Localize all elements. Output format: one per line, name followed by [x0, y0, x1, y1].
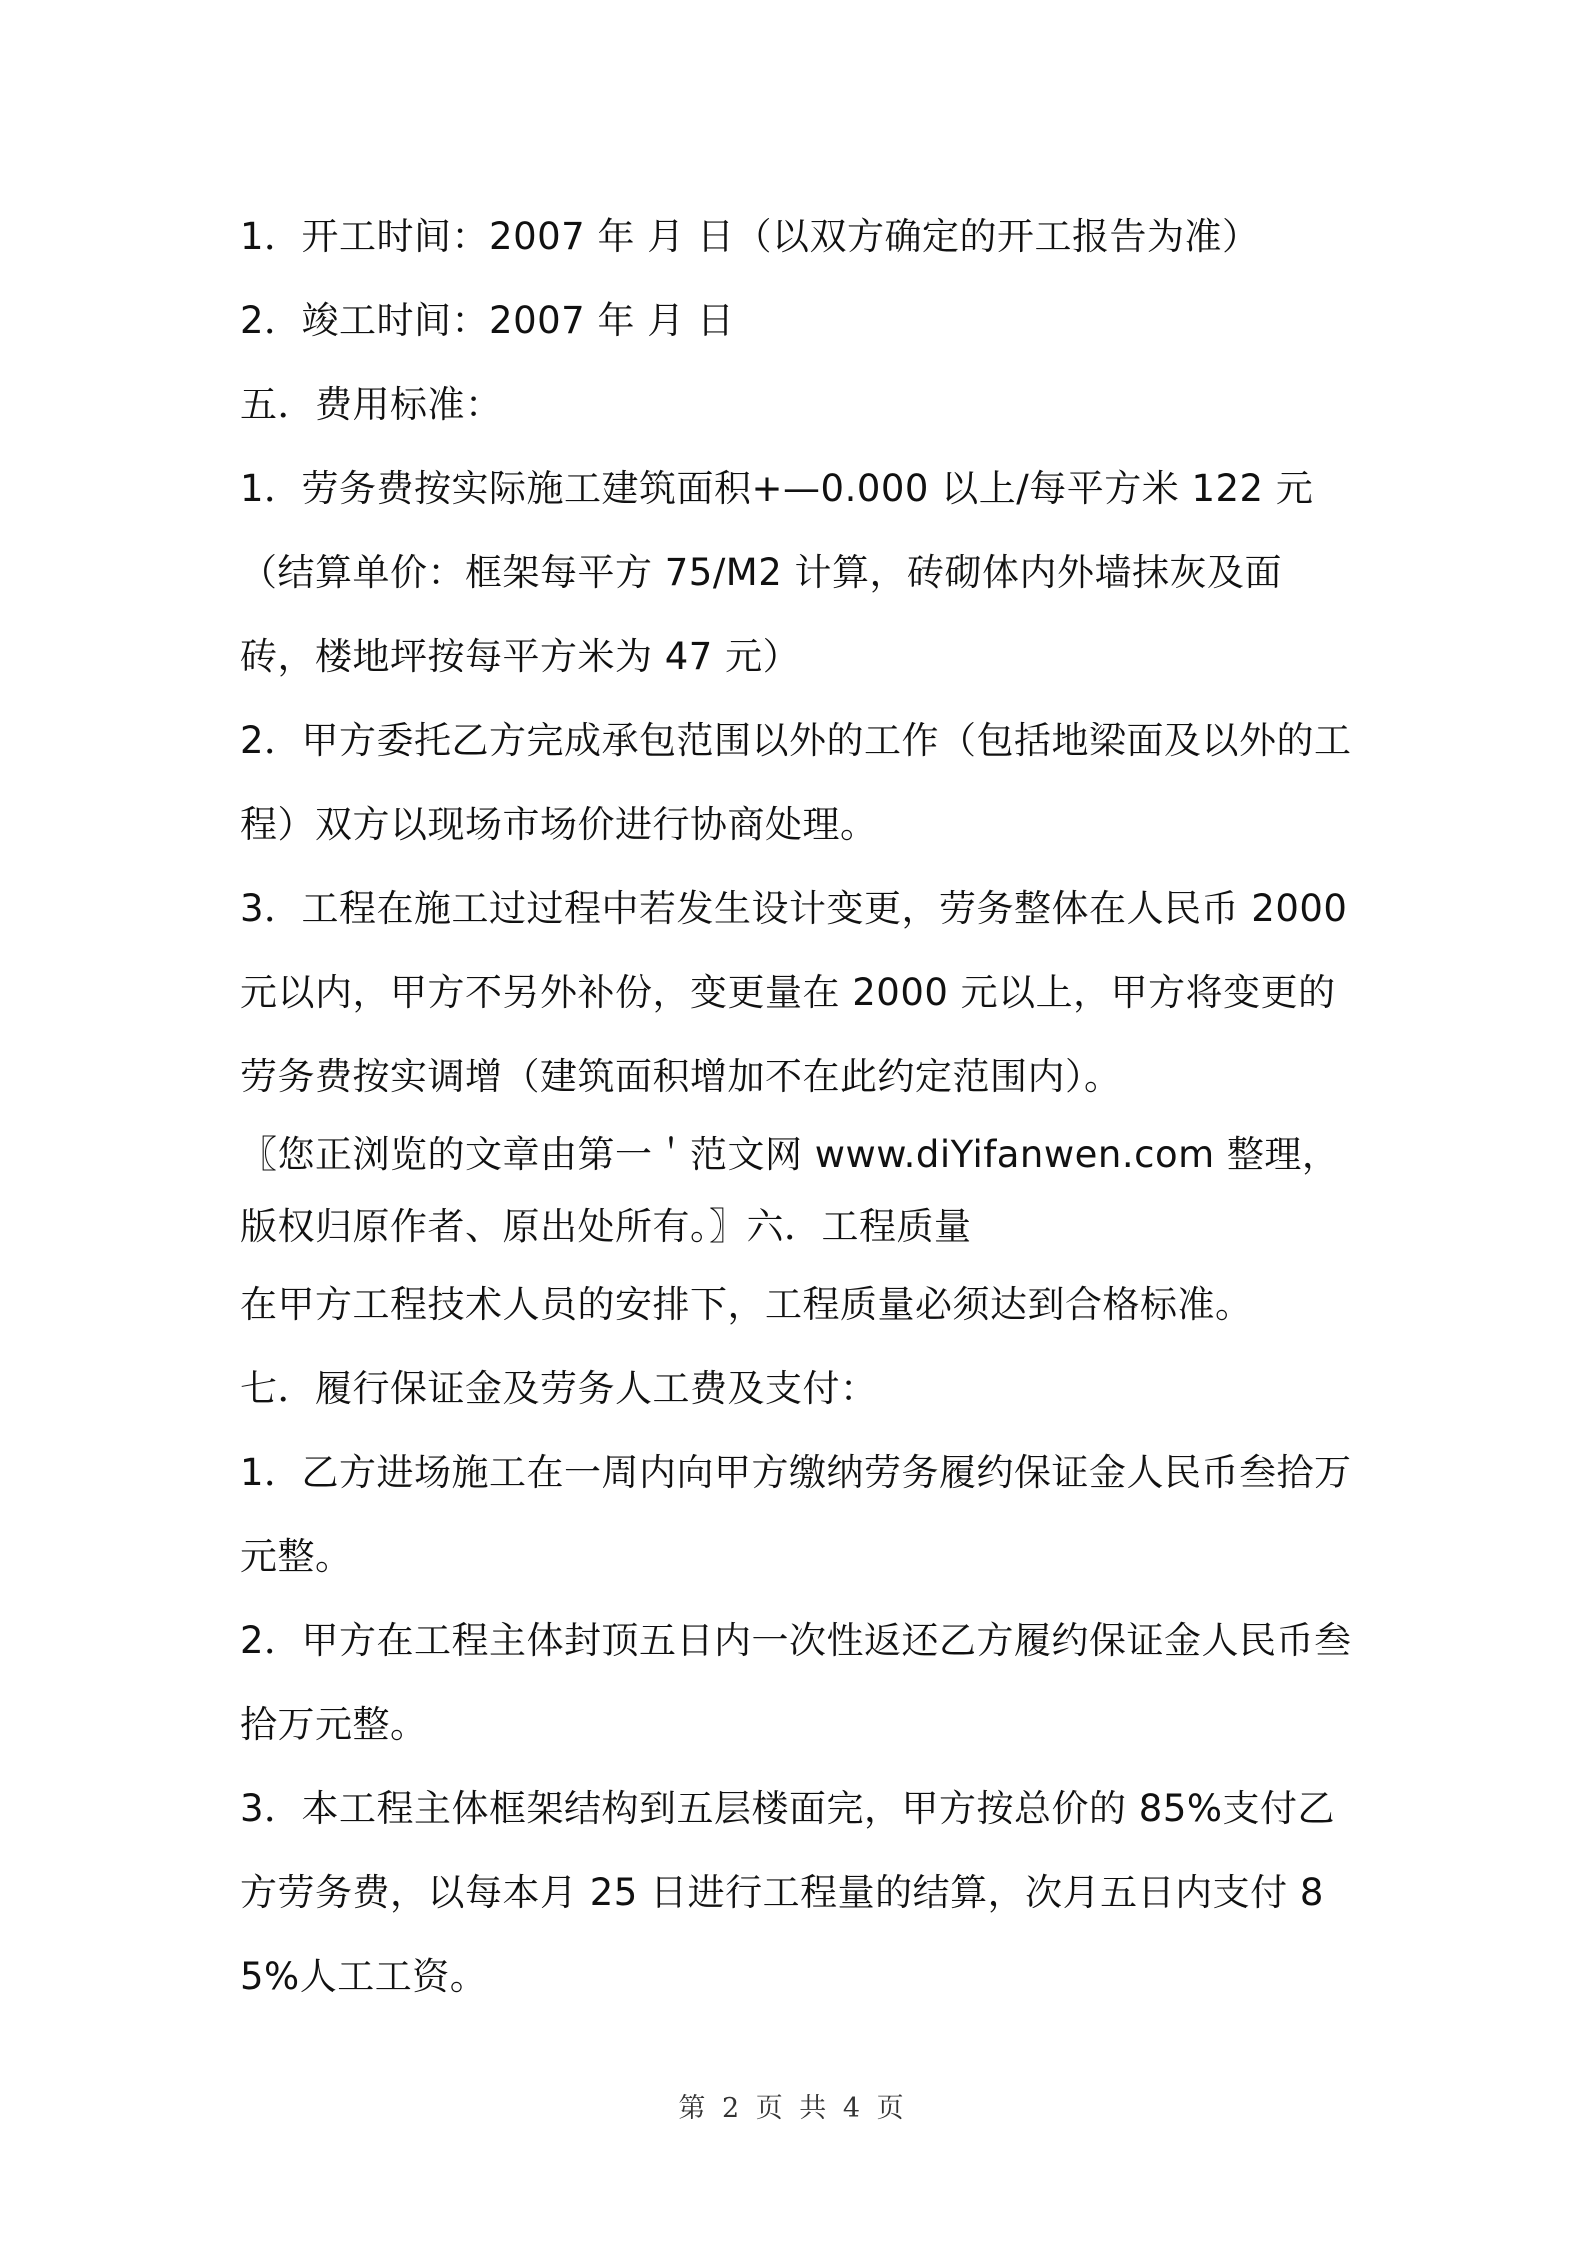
paragraph-start-time: 1．开工时间：2007 年 月 日（以双方确定的开工报告为准）	[240, 215, 1260, 258]
section-heading-fee-standard: 五．费用标准：	[240, 383, 503, 426]
paragraph-design-change: 3．工程在施工过过程中若发生设计变更，劳务整体在人民币 2000 元以内，甲方不另外补份，变更量在 2000 元以上，甲方将变更的劳务费按实调增（建筑面积增加不在此约定范围内）。	[240, 887, 1348, 1098]
paragraph-deposit-payment: 1．乙方进场施工在一周内向甲方缴纳劳务履约保证金人民币叁拾万元整。	[240, 1451, 1352, 1578]
paragraph-quality-standard: 在甲方工程技术人员的安排下，工程质量必须达到合格标准。	[240, 1283, 1253, 1326]
page-number-footer: 第 2 页 共 4 页	[678, 2093, 908, 2124]
document-body	[240, 195, 1355, 2019]
paragraph-source-notice: 〖您正浏览的文章由第一＇范文网 www.diYifanwen.com 整理，版权归原作者、原出处所有。〗六．工程质量	[240, 1133, 1340, 1248]
paragraph-labor-fee: 1．劳务费按实际施工建筑面积+—0.000 以上/每平方米 122 元（结算单价：框架每平方 75/M2 计算，砖砌体内外墙抹灰及面砖，楼地坪按每平方米为 47 元）	[240, 467, 1314, 678]
paragraph-extra-work: 2．甲方委托乙方完成承包范围以外的工作（包括地梁面及以外的工程）双方以现场市场价进行协商处理。	[240, 719, 1352, 846]
paragraph-deposit-return: 2．甲方在工程主体封顶五日内一次性返还乙方履约保证金人民币叁拾万元整。	[240, 1619, 1352, 1746]
section-heading-deposit-payment: 七．履行保证金及劳务人工费及支付：	[240, 1367, 878, 1410]
paragraph-completion-time: 2．竣工时间：2007 年 月 日	[240, 299, 735, 342]
paragraph-progress-payment: 3．本工程主体框架结构到五层楼面完，甲方按总价的 85%支付乙方劳务费，以每本月 25 日进行工程量的结算，次月五日内支付 85%人工工资。	[240, 1787, 1336, 1998]
